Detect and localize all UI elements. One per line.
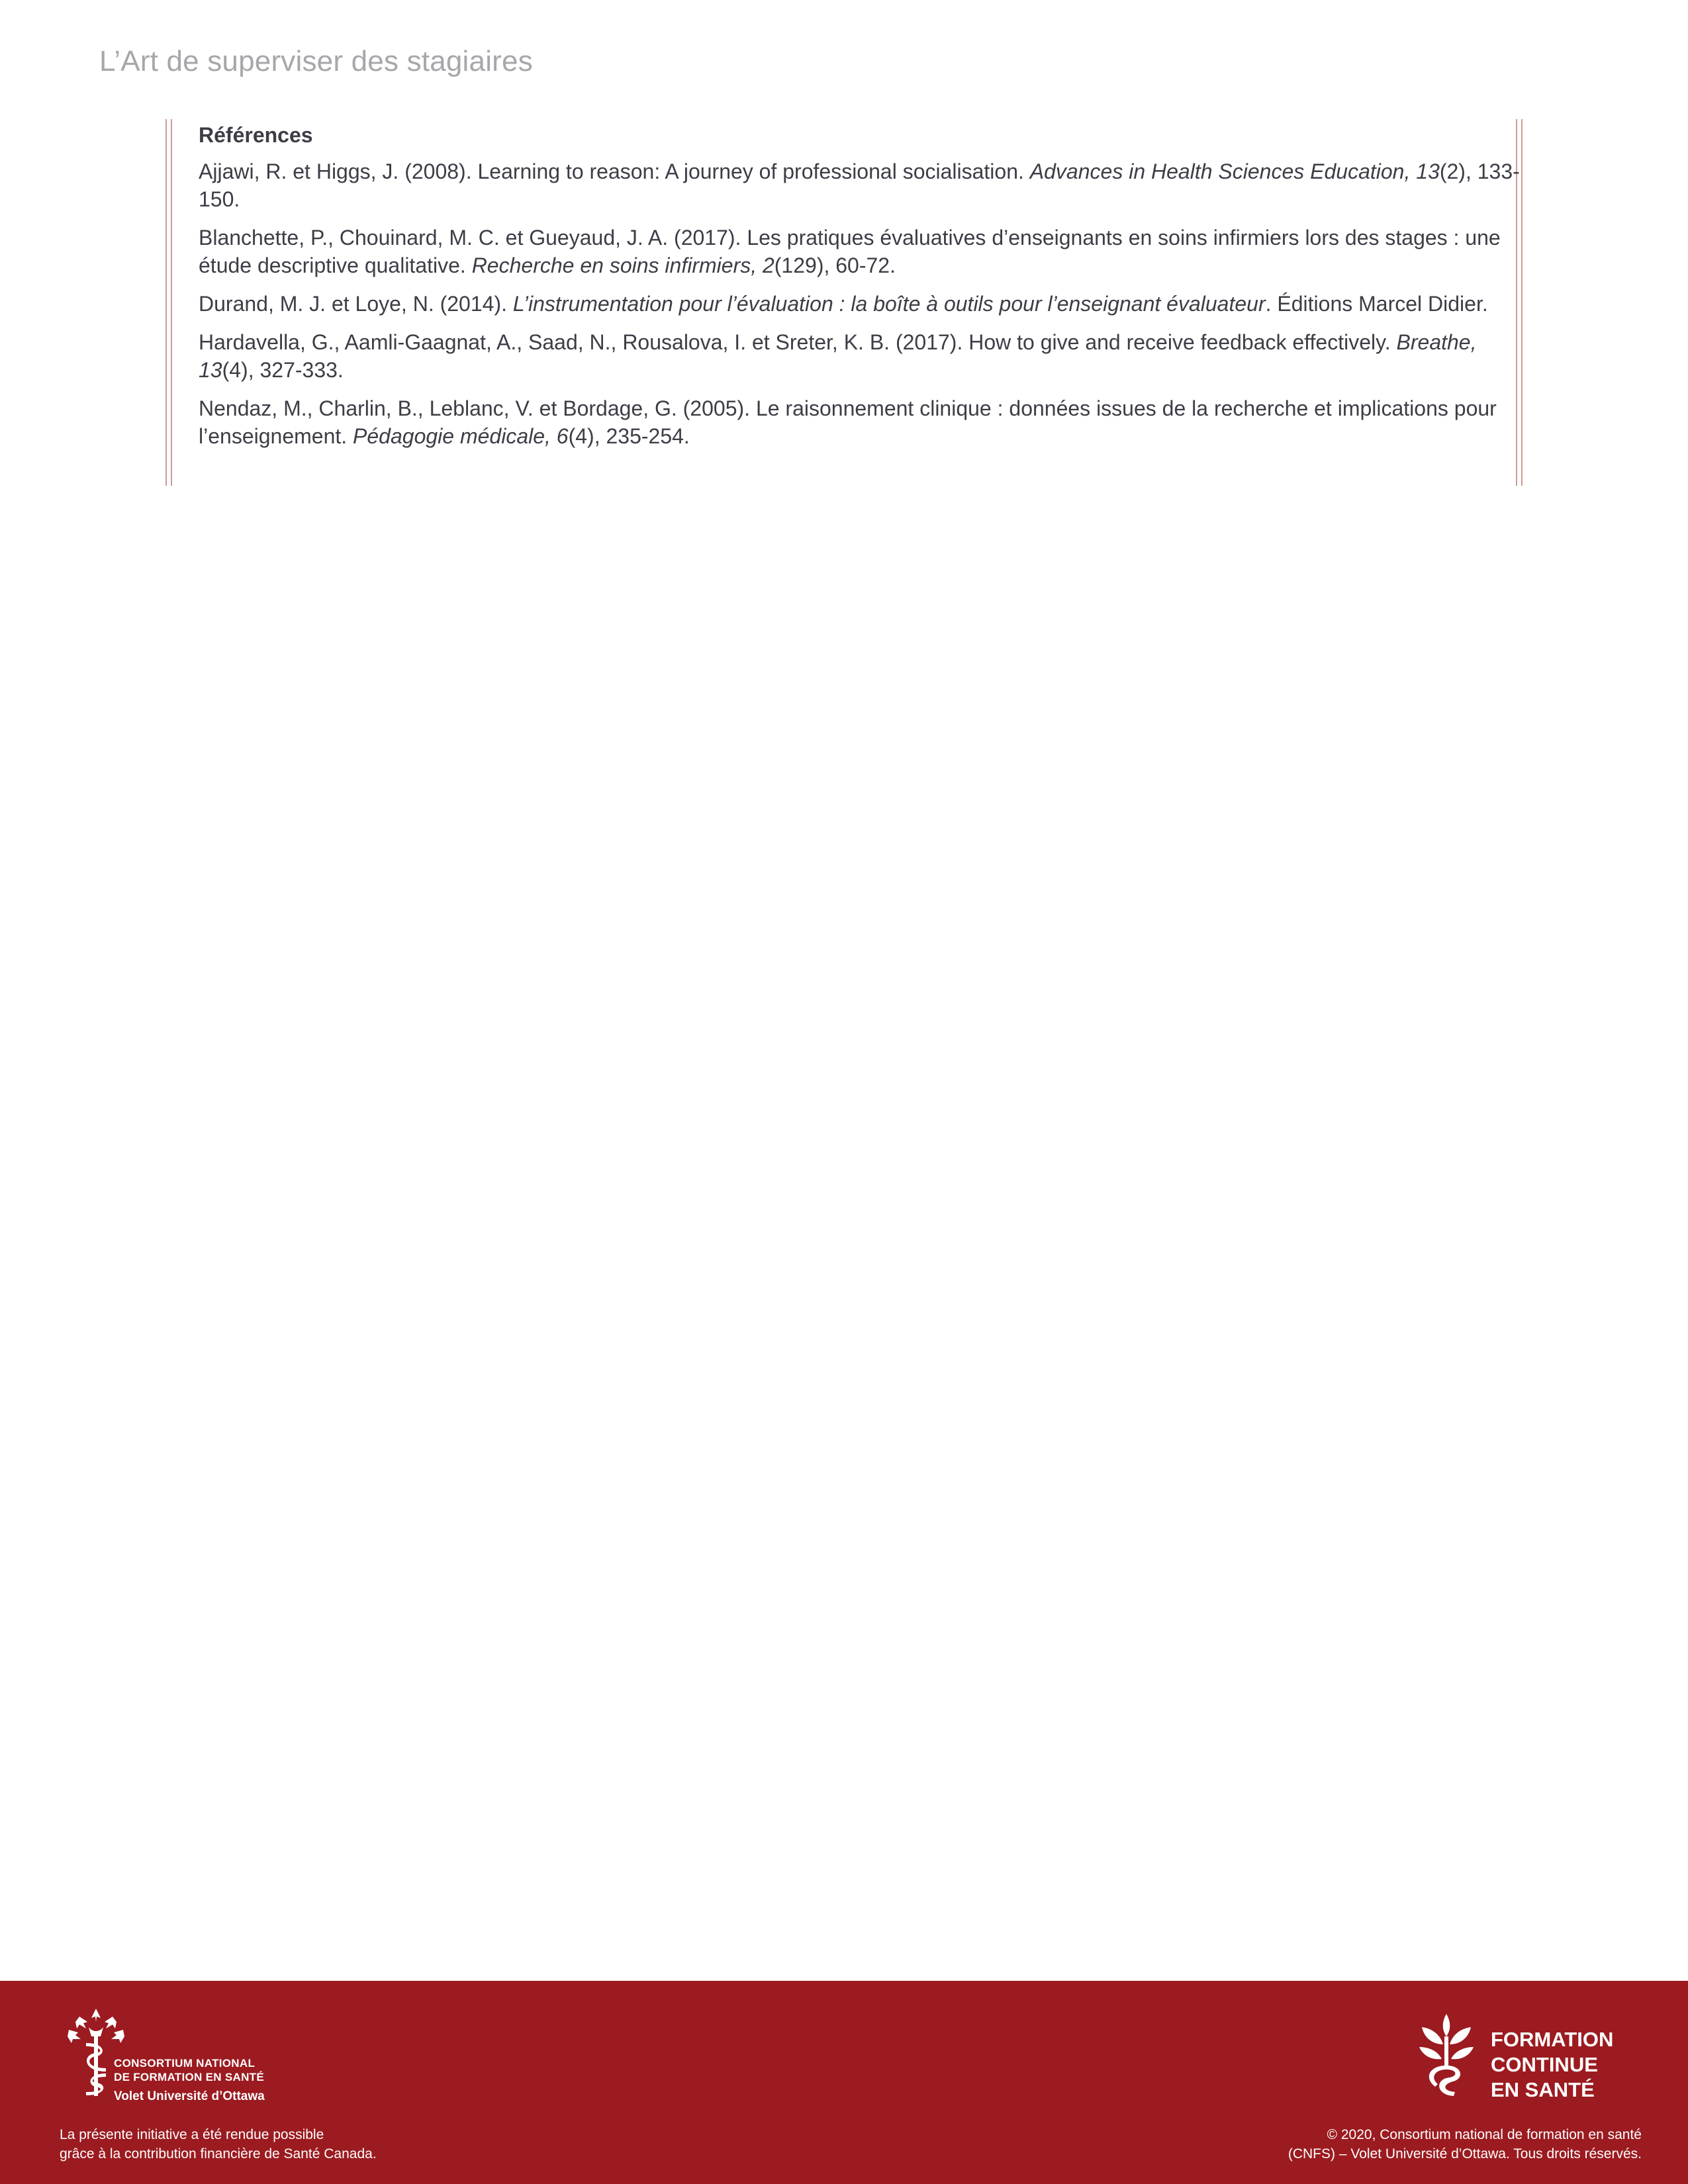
- references-section: [165, 119, 1523, 486]
- reference-source: Pédagogie médicale, 6: [353, 424, 569, 448]
- references-content: [199, 119, 1529, 450]
- reference-source: Advances in Health Sciences Education, 13: [1029, 159, 1440, 183]
- references-list: [199, 158, 1529, 450]
- funding-notice-line1: La présente initiative a été rendue possible: [60, 2127, 324, 2142]
- fc-logo-line1: FORMATION: [1491, 2028, 1614, 2051]
- fc-logo-line3: EN SANTÉ: [1491, 2078, 1595, 2101]
- reference-text: Ajjawi, R. et Higgs, J. (2008). Learning to reason: A journey of professional socialisation.: [199, 159, 1030, 183]
- left-rule-outer: [165, 119, 167, 486]
- reference-item: [199, 224, 1529, 279]
- reference-item: [199, 394, 1529, 450]
- reference-text: Blanchette, P., Chouinard, M. C. et Gueyaud, J. A. (2017). Les pratiques évaluatives d’enseignants en soins infirmiers lors des stages : une étude descriptive qualitative.: [199, 226, 1501, 277]
- plant-spiral-icon: [1417, 2013, 1476, 2099]
- reference-item: [199, 290, 1529, 318]
- reference-text: Hardavella, G., Aamli-Gaagnat, A., Saad, N., Rousalova, I. et Sreter, K. B. (2017). How to give and receive feedback effectively.: [199, 330, 1397, 354]
- formation-continue-logo: [1417, 2013, 1635, 2099]
- reference-text: (4), 235-254.: [568, 424, 690, 448]
- footer: [0, 1981, 1688, 2184]
- reference-text: (129), 60-72.: [774, 253, 896, 277]
- reference-text: (4), 327-333.: [222, 358, 344, 382]
- page-title: L’Art de superviser des stagiaires: [99, 45, 533, 77]
- formation-continue-logo-text: [1491, 2027, 1613, 2103]
- copyright-line1: © 2020, Consortium national de formation en santé: [1327, 2127, 1642, 2142]
- reference-text: Durand, M. J. et Loye, N. (2014).: [199, 292, 513, 316]
- caduceus-leaf-icon: [60, 2007, 132, 2100]
- reference-text: Nendaz, M., Charlin, B., Leblanc, V. et Bordage, G. (2005). Le raisonnement clinique : données issues de la recherche et implications pour l’enseignement.: [199, 396, 1497, 448]
- reference-item: [199, 328, 1529, 384]
- reference-text: (2), 133-150.: [199, 159, 1520, 211]
- reference-text: . Éditions Marcel Didier.: [1265, 292, 1488, 316]
- funding-notice: [60, 2125, 377, 2163]
- reference-source: L’instrumentation pour l’évaluation : la boîte à outils pour l’enseignant évaluateur: [512, 292, 1266, 316]
- cnfs-logo: [60, 2007, 324, 2103]
- cnfs-logo-subtitle: Volet Université d’Ottawa: [114, 2089, 265, 2103]
- reference-source: Recherche en soins infirmiers, 2: [471, 253, 774, 277]
- copyright-notice: [1288, 2125, 1642, 2163]
- cnfs-logo-line1: CONSORTIUM NATIONAL: [114, 2057, 256, 2070]
- copyright-line2: (CNFS) – Volet Université d’Ottawa. Tous droits réservés.: [1288, 2146, 1642, 2161]
- cnfs-logo-text: [114, 2056, 264, 2084]
- left-rule-inner: [171, 119, 172, 486]
- references-heading: Références: [199, 123, 313, 147]
- fc-logo-line2: CONTINUE: [1491, 2053, 1598, 2076]
- reference-source: Breathe, 13: [199, 330, 1477, 382]
- reference-item: [199, 158, 1529, 213]
- funding-notice-line2: grâce à la contribution financière de Santé Canada.: [60, 2146, 377, 2161]
- cnfs-logo-line2: DE FORMATION EN SANTÉ: [114, 2071, 264, 2083]
